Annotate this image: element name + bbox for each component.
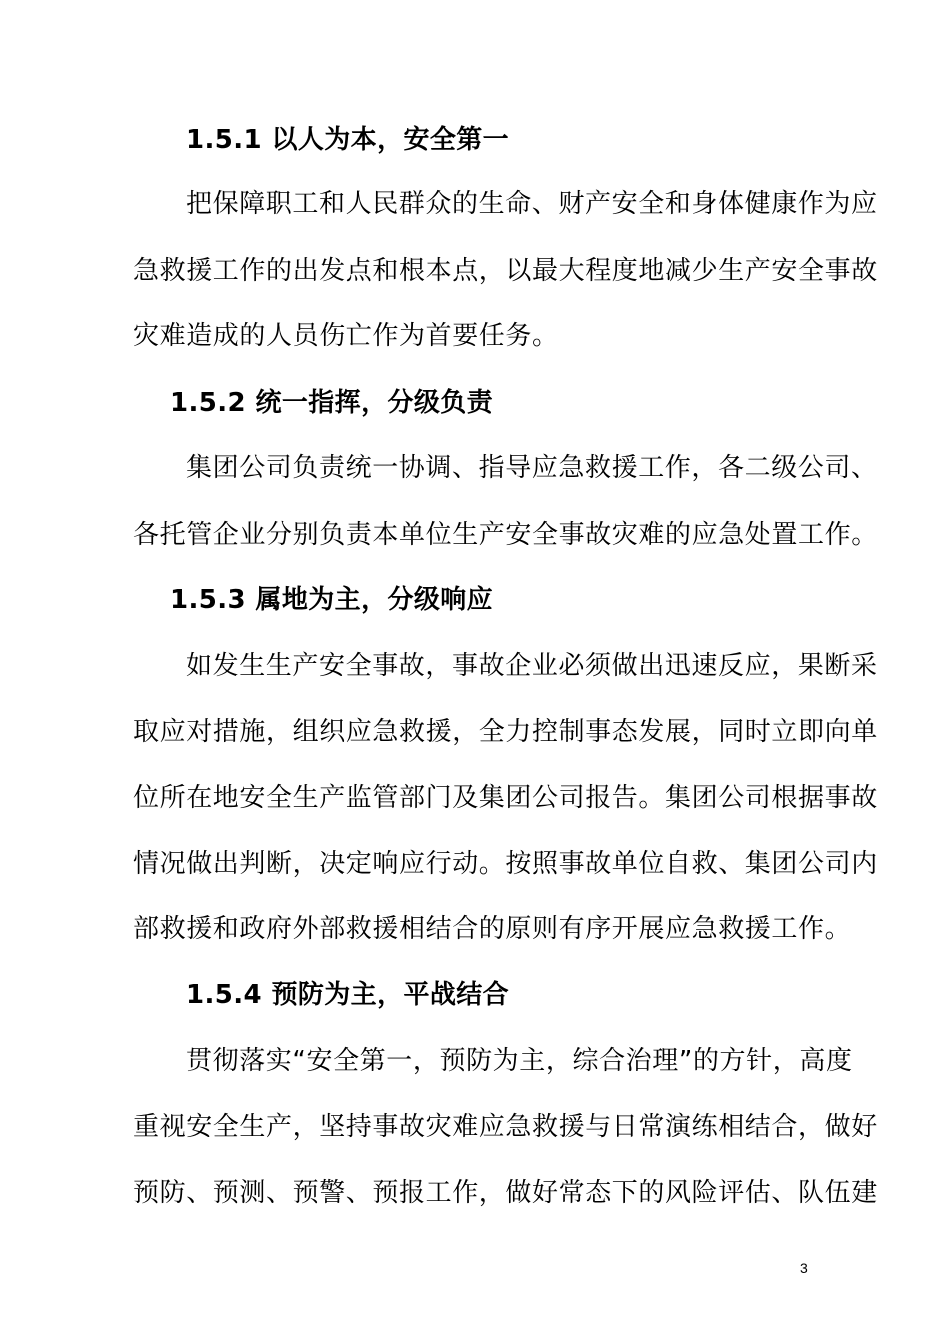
paragraph-line: 取应对措施，组织应急救援，全力控制事态发展，同时立即向单	[133, 717, 878, 747]
paragraph-line: 急救援工作的出发点和根本点，以最大程度地减少生产安全事故	[133, 256, 878, 286]
paragraph-line: 贯彻落实“安全第一，预防为主，综合治理”的方针，高度	[186, 1046, 853, 1076]
section-heading: 1.5.1 以人为本，安全第一	[186, 125, 510, 155]
paragraph-line: 灾难造成的人员伤亡作为首要任务。	[133, 321, 559, 351]
paragraph-line: 把保障职工和人民群众的生命、财产安全和身体健康作为应	[186, 189, 878, 219]
paragraph-line: 如发生生产安全事故，事故企业必须做出迅速反应，果断采	[186, 651, 878, 681]
paragraph-line: 预防、预测、预警、预报工作，做好常态下的风险评估、队伍建	[133, 1178, 878, 1208]
paragraph-line: 情况做出判断，决定响应行动。按照事故单位自救、集团公司内	[133, 849, 878, 879]
paragraph-line: 集团公司负责统一协调、指导应急救援工作，各二级公司、	[186, 453, 878, 483]
paragraph-line: 各托管企业分别负责本单位生产安全事故灾难的应急处置工作。	[133, 520, 878, 550]
section-heading: 1.5.3 属地为主，分级响应	[170, 585, 494, 615]
paragraph-line: 部救援和政府外部救援相结合的原则有序开展应急救援工作。	[133, 914, 852, 944]
paragraph-line: 重视安全生产，坚持事故灾难应急救援与日常演练相结合，做好	[133, 1112, 878, 1142]
paragraph-line: 位所在地安全生产监管部门及集团公司报告。集团公司根据事故	[133, 783, 878, 813]
section-heading: 1.5.2 统一指挥，分级负责	[170, 388, 494, 418]
section-heading: 1.5.4 预防为主，平战结合	[186, 980, 510, 1010]
page-number: 3	[800, 1260, 808, 1276]
